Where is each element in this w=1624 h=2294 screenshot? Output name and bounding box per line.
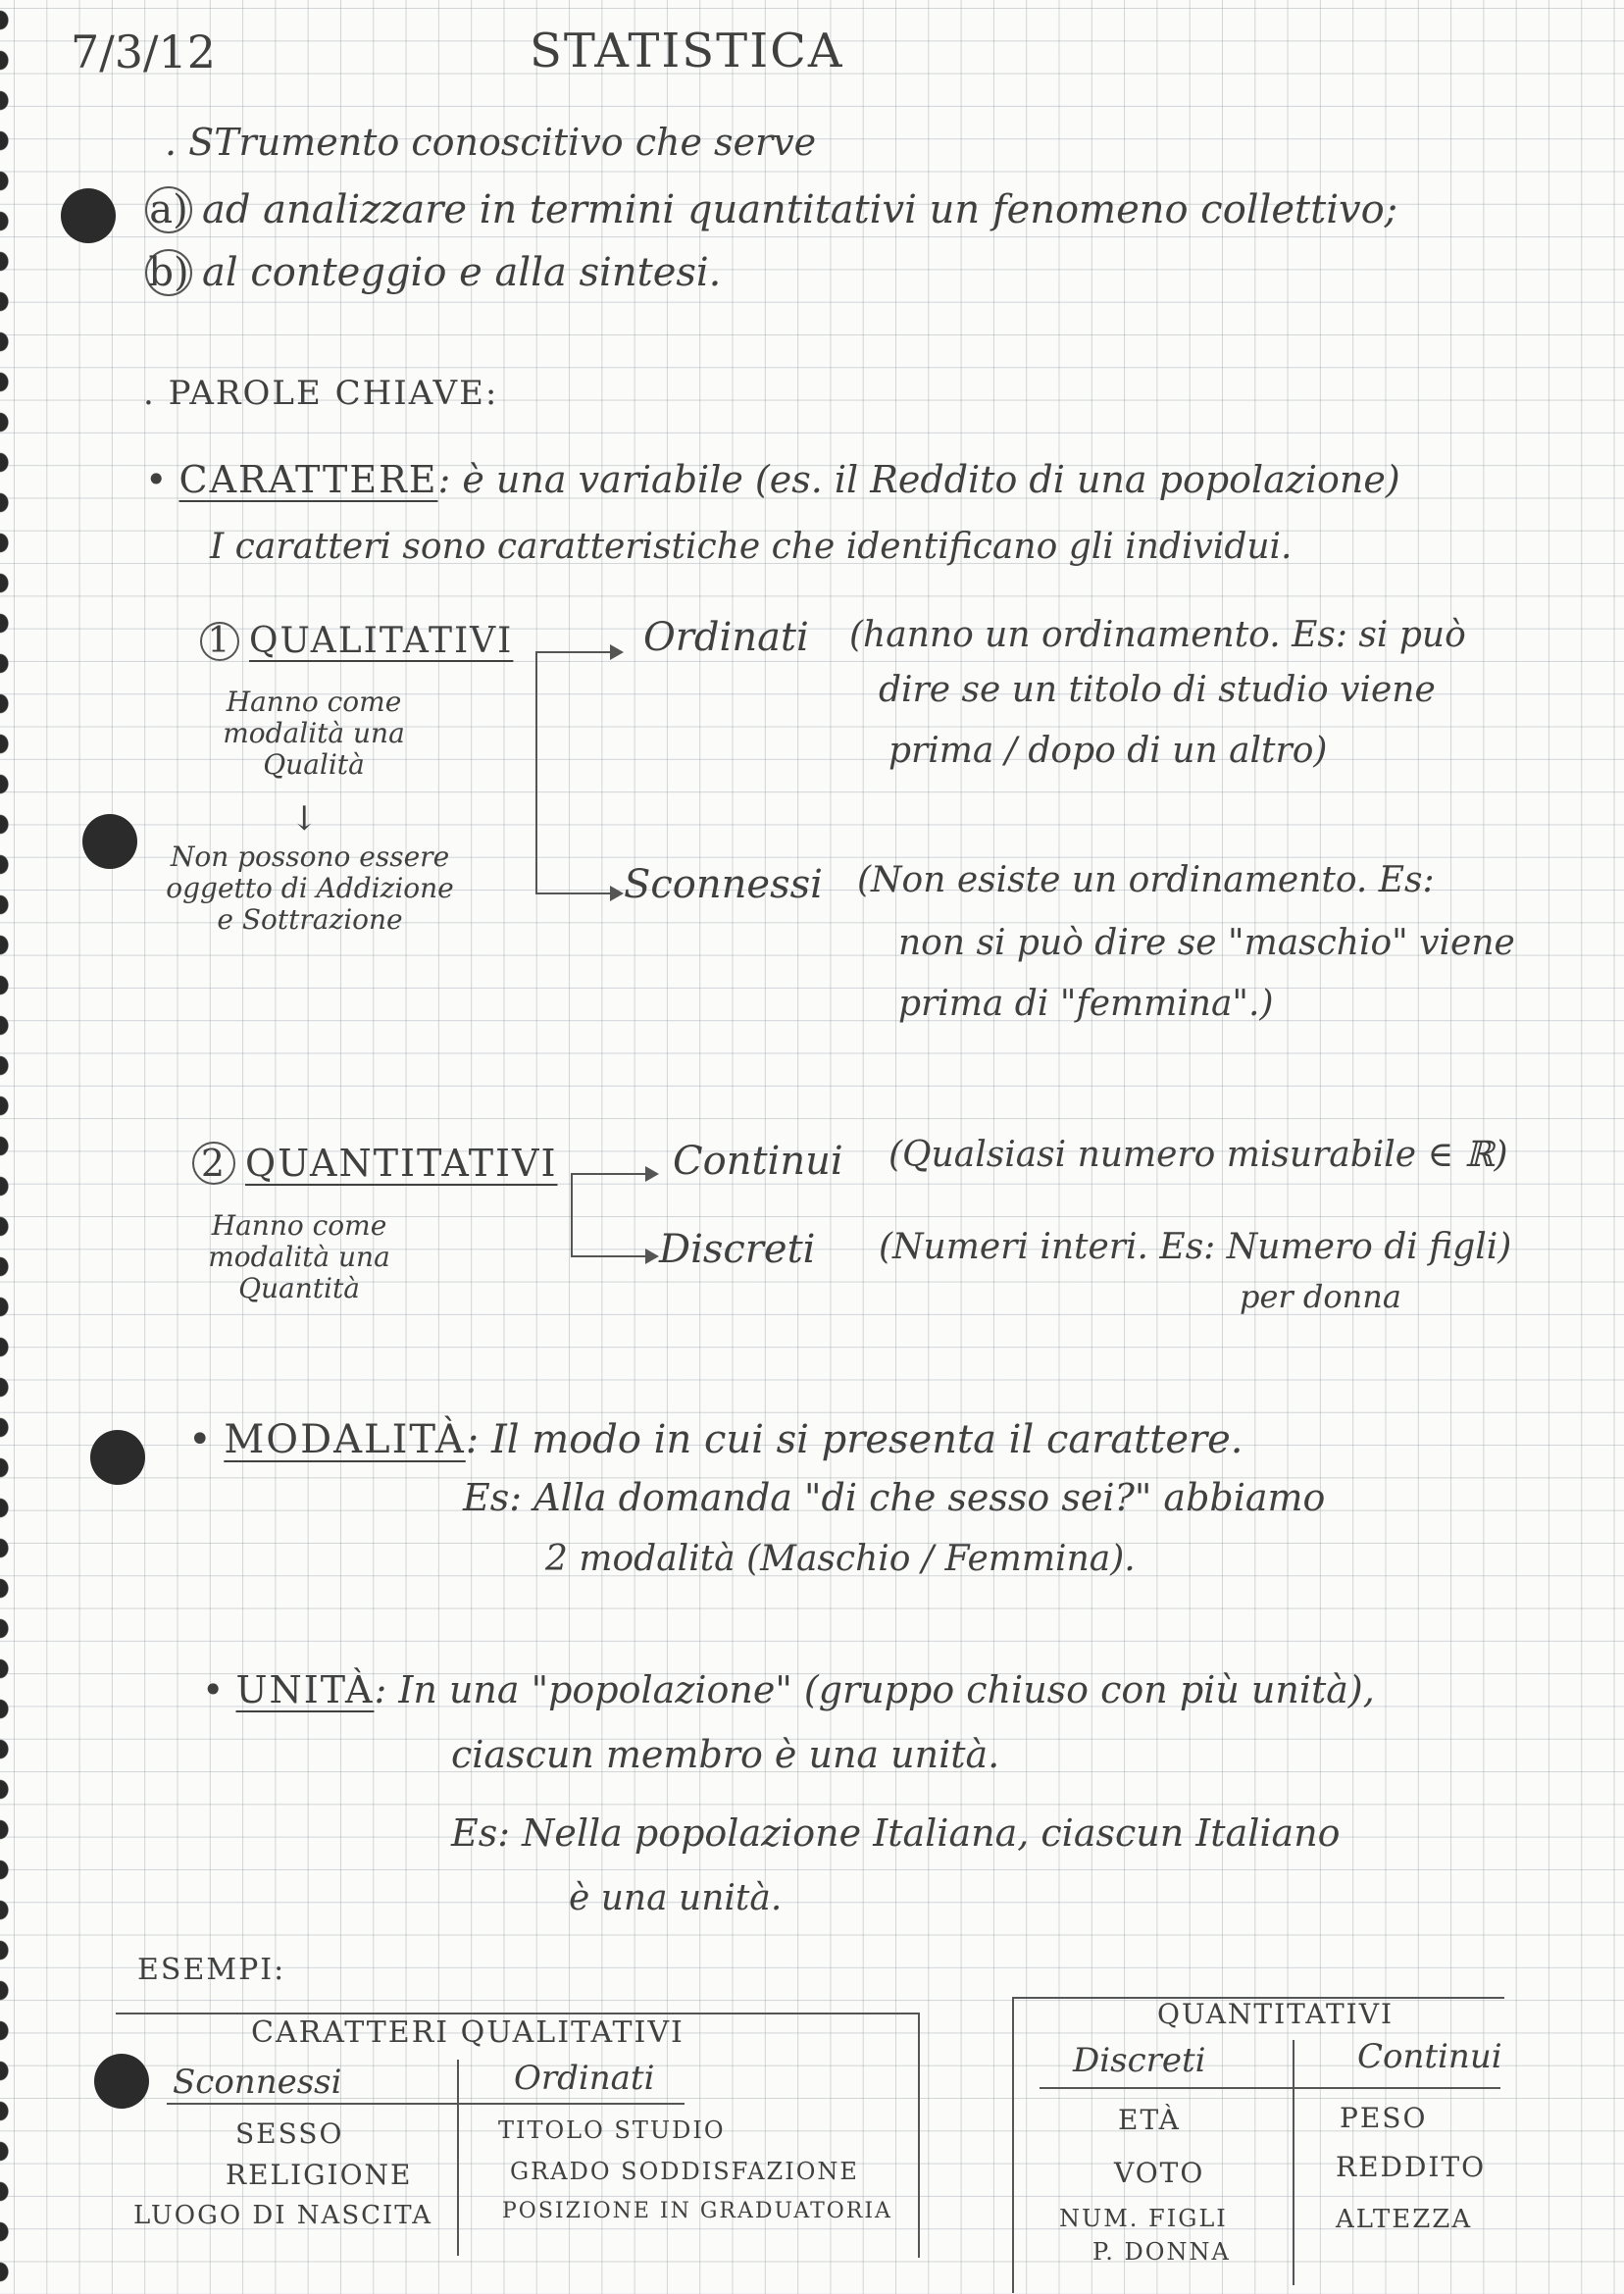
table-cell: ALTEZZA (1336, 2205, 1473, 2234)
sconnessi-desc-line: (Non esiste un ordinamento. Es: (857, 860, 1435, 900)
table-cell: VOTO (1114, 2157, 1205, 2189)
ordinati-desc-line: prima / dopo di un altro) (888, 731, 1328, 771)
quantitativi-note-line: Quantità (238, 1272, 360, 1304)
connector-line (571, 1255, 649, 1257)
marker-a: a) (145, 186, 192, 233)
connector-bracket (571, 1173, 573, 1255)
unita-def: : In una "popolazione" (gruppo chiuso con più unità), (374, 1668, 1375, 1711)
modalita-definition: • MODALITÀ: Il modo in cui si presenta il carattere. (188, 1417, 1243, 1462)
arrow-icon (645, 1166, 659, 1182)
table-cell: ETÀ (1118, 2104, 1181, 2136)
quantitativi-table-title: QUANTITATIVI (1157, 1998, 1394, 2030)
modalita-example-line: Es: Alla domanda "di che sesso sei?" abbiamo (463, 1476, 1326, 1519)
discreti-desc-line: per donna (1240, 1278, 1401, 1315)
quantitativi-note-line: modalità una (208, 1241, 390, 1273)
carattere-def: : è una variabile (es. il Reddito di una popolazione) (437, 458, 1400, 501)
sconnessi-desc-line: prima di "femmina".) (898, 984, 1274, 1024)
unita-def-line2: ciascun membro è una unità. (451, 1733, 1000, 1776)
punch-hole (90, 1430, 145, 1485)
qualitativi-note-line: Qualità (263, 748, 365, 781)
connector-line (571, 1173, 649, 1175)
modalita-def: : Il modo in cui si presenta il carattere. (465, 1417, 1243, 1462)
qualitativi-heading (200, 622, 513, 661)
table-cell: TITOLO STUDIO (498, 2116, 726, 2144)
unita-example-line: Es: Nella popolazione Italiana, ciascun Italiano (451, 1811, 1341, 1855)
constraint-line: oggetto di Addizione (166, 872, 454, 904)
modalita-example-line: 2 modalità (Maschio / Femmina). (545, 1539, 1136, 1579)
discreti-label: Discreti (659, 1227, 816, 1272)
discreti-desc-line: (Numeri interi. Es: Numero di figli) (879, 1227, 1512, 1267)
qualitativi-table-title: CARATTERI QUALITATIVI (251, 2015, 685, 2050)
table-column-separator (457, 2060, 459, 2256)
unita-definition: • UNITÀ: In una "popolazione" (gruppo chiuso con più unità), (202, 1668, 1375, 1711)
unita-term: UNITÀ (235, 1668, 375, 1711)
quantitativi-note (147, 1210, 451, 1304)
qualitativi-col2-header: Ordinati (514, 2059, 655, 2098)
spiral-binding (0, 0, 18, 2294)
continui-label: Continui (673, 1139, 843, 1184)
intro-line: . STrumento conoscitivo che serve (165, 121, 817, 164)
connector-bracket (535, 651, 537, 892)
intro-item-b (145, 249, 721, 296)
constraint-line: Non possono essere (170, 841, 450, 873)
ordinati-desc-line: dire se un titolo di studio viene (879, 670, 1436, 710)
keywords-heading: . PAROLE CHIAVE: (143, 374, 499, 413)
sconnessi-label: Sconnessi (624, 862, 823, 907)
continui-desc: (Qualsiasi numero misurabile ∈ ℝ) (888, 1135, 1508, 1175)
qualitativi-label: QUALITATIVI (249, 621, 514, 661)
table-cell: P. DONNA (1092, 2238, 1231, 2266)
esempi-heading: ESEMPI: (137, 1953, 286, 1987)
sconnessi-desc-line: non si può dire se "maschio" viene (898, 923, 1515, 963)
constraint-line: e Sottrazione (217, 903, 403, 936)
modalita-term: MODALITÀ (224, 1417, 466, 1462)
arrow-icon (645, 1249, 659, 1264)
qualitativi-note-line: Hanno come (226, 686, 402, 718)
marker-b: b) (145, 249, 192, 296)
qualitativi-note (157, 687, 471, 781)
table-cell: POSIZIONE IN GRADUATORIA (502, 2199, 892, 2223)
quantitativi-col2-header: Continui (1357, 2037, 1502, 2076)
table-cell: NUM. FIGLI (1059, 2205, 1228, 2232)
connector-line (535, 651, 614, 653)
quantitativi-label: QUANTITATIVI (245, 1142, 558, 1185)
table-divider (1040, 2087, 1500, 2089)
intro-item-b-text: al conteggio e alla sintesi. (202, 250, 722, 295)
table-cell: GRADO SODDISFAZIONE (510, 2158, 859, 2185)
down-arrow: ↓ (290, 799, 319, 839)
intro-item-a (145, 186, 1397, 233)
quantitativi-number: 2 (192, 1142, 235, 1185)
date: 7/3/12 (71, 25, 217, 78)
table-cell: LUOGO DI NASCITA (133, 2201, 432, 2230)
table-cell: REDDITO (1336, 2151, 1487, 2183)
qualitativi-constraint (124, 841, 496, 936)
table-cell: RELIGIONE (226, 2159, 413, 2191)
table-column-separator (1293, 2040, 1294, 2285)
page-title: STATISTICA (530, 24, 844, 78)
quantitativi-col1-header: Discreti (1073, 2041, 1206, 2080)
punch-hole (61, 188, 116, 243)
quantitativi-note-line: Hanno come (211, 1209, 387, 1242)
qualitativi-col1-header: Sconnessi (173, 2063, 342, 2102)
ordinati-label: Ordinati (643, 615, 809, 660)
carattere-line2: I caratteri sono caratteristiche che identificano gli individui. (210, 527, 1293, 567)
ordinati-desc-line: (hanno un ordinamento. Es: si può (849, 615, 1466, 655)
table-divider (167, 2103, 685, 2105)
unita-example-line: è una unità. (569, 1878, 783, 1918)
quantitativi-heading (192, 1142, 558, 1185)
table-right-border (918, 2013, 920, 2258)
qualitativi-number: 1 (200, 622, 239, 661)
carattere-definition: • CARATTERE: è una variabile (es. il Reddito di una popolazione) (145, 458, 1400, 501)
arrow-icon (610, 644, 624, 660)
connector-line (535, 892, 614, 894)
table-cell: SESSO (235, 2117, 344, 2150)
carattere-term: CARATTERE (178, 458, 438, 501)
qualitativi-note-line: modalità una (223, 717, 405, 749)
intro-item-a-text: ad analizzare in termini quantitativi un fenomeno collettivo; (202, 187, 1398, 232)
arrow-icon (610, 886, 624, 901)
table-cell: PESO (1340, 2102, 1428, 2134)
